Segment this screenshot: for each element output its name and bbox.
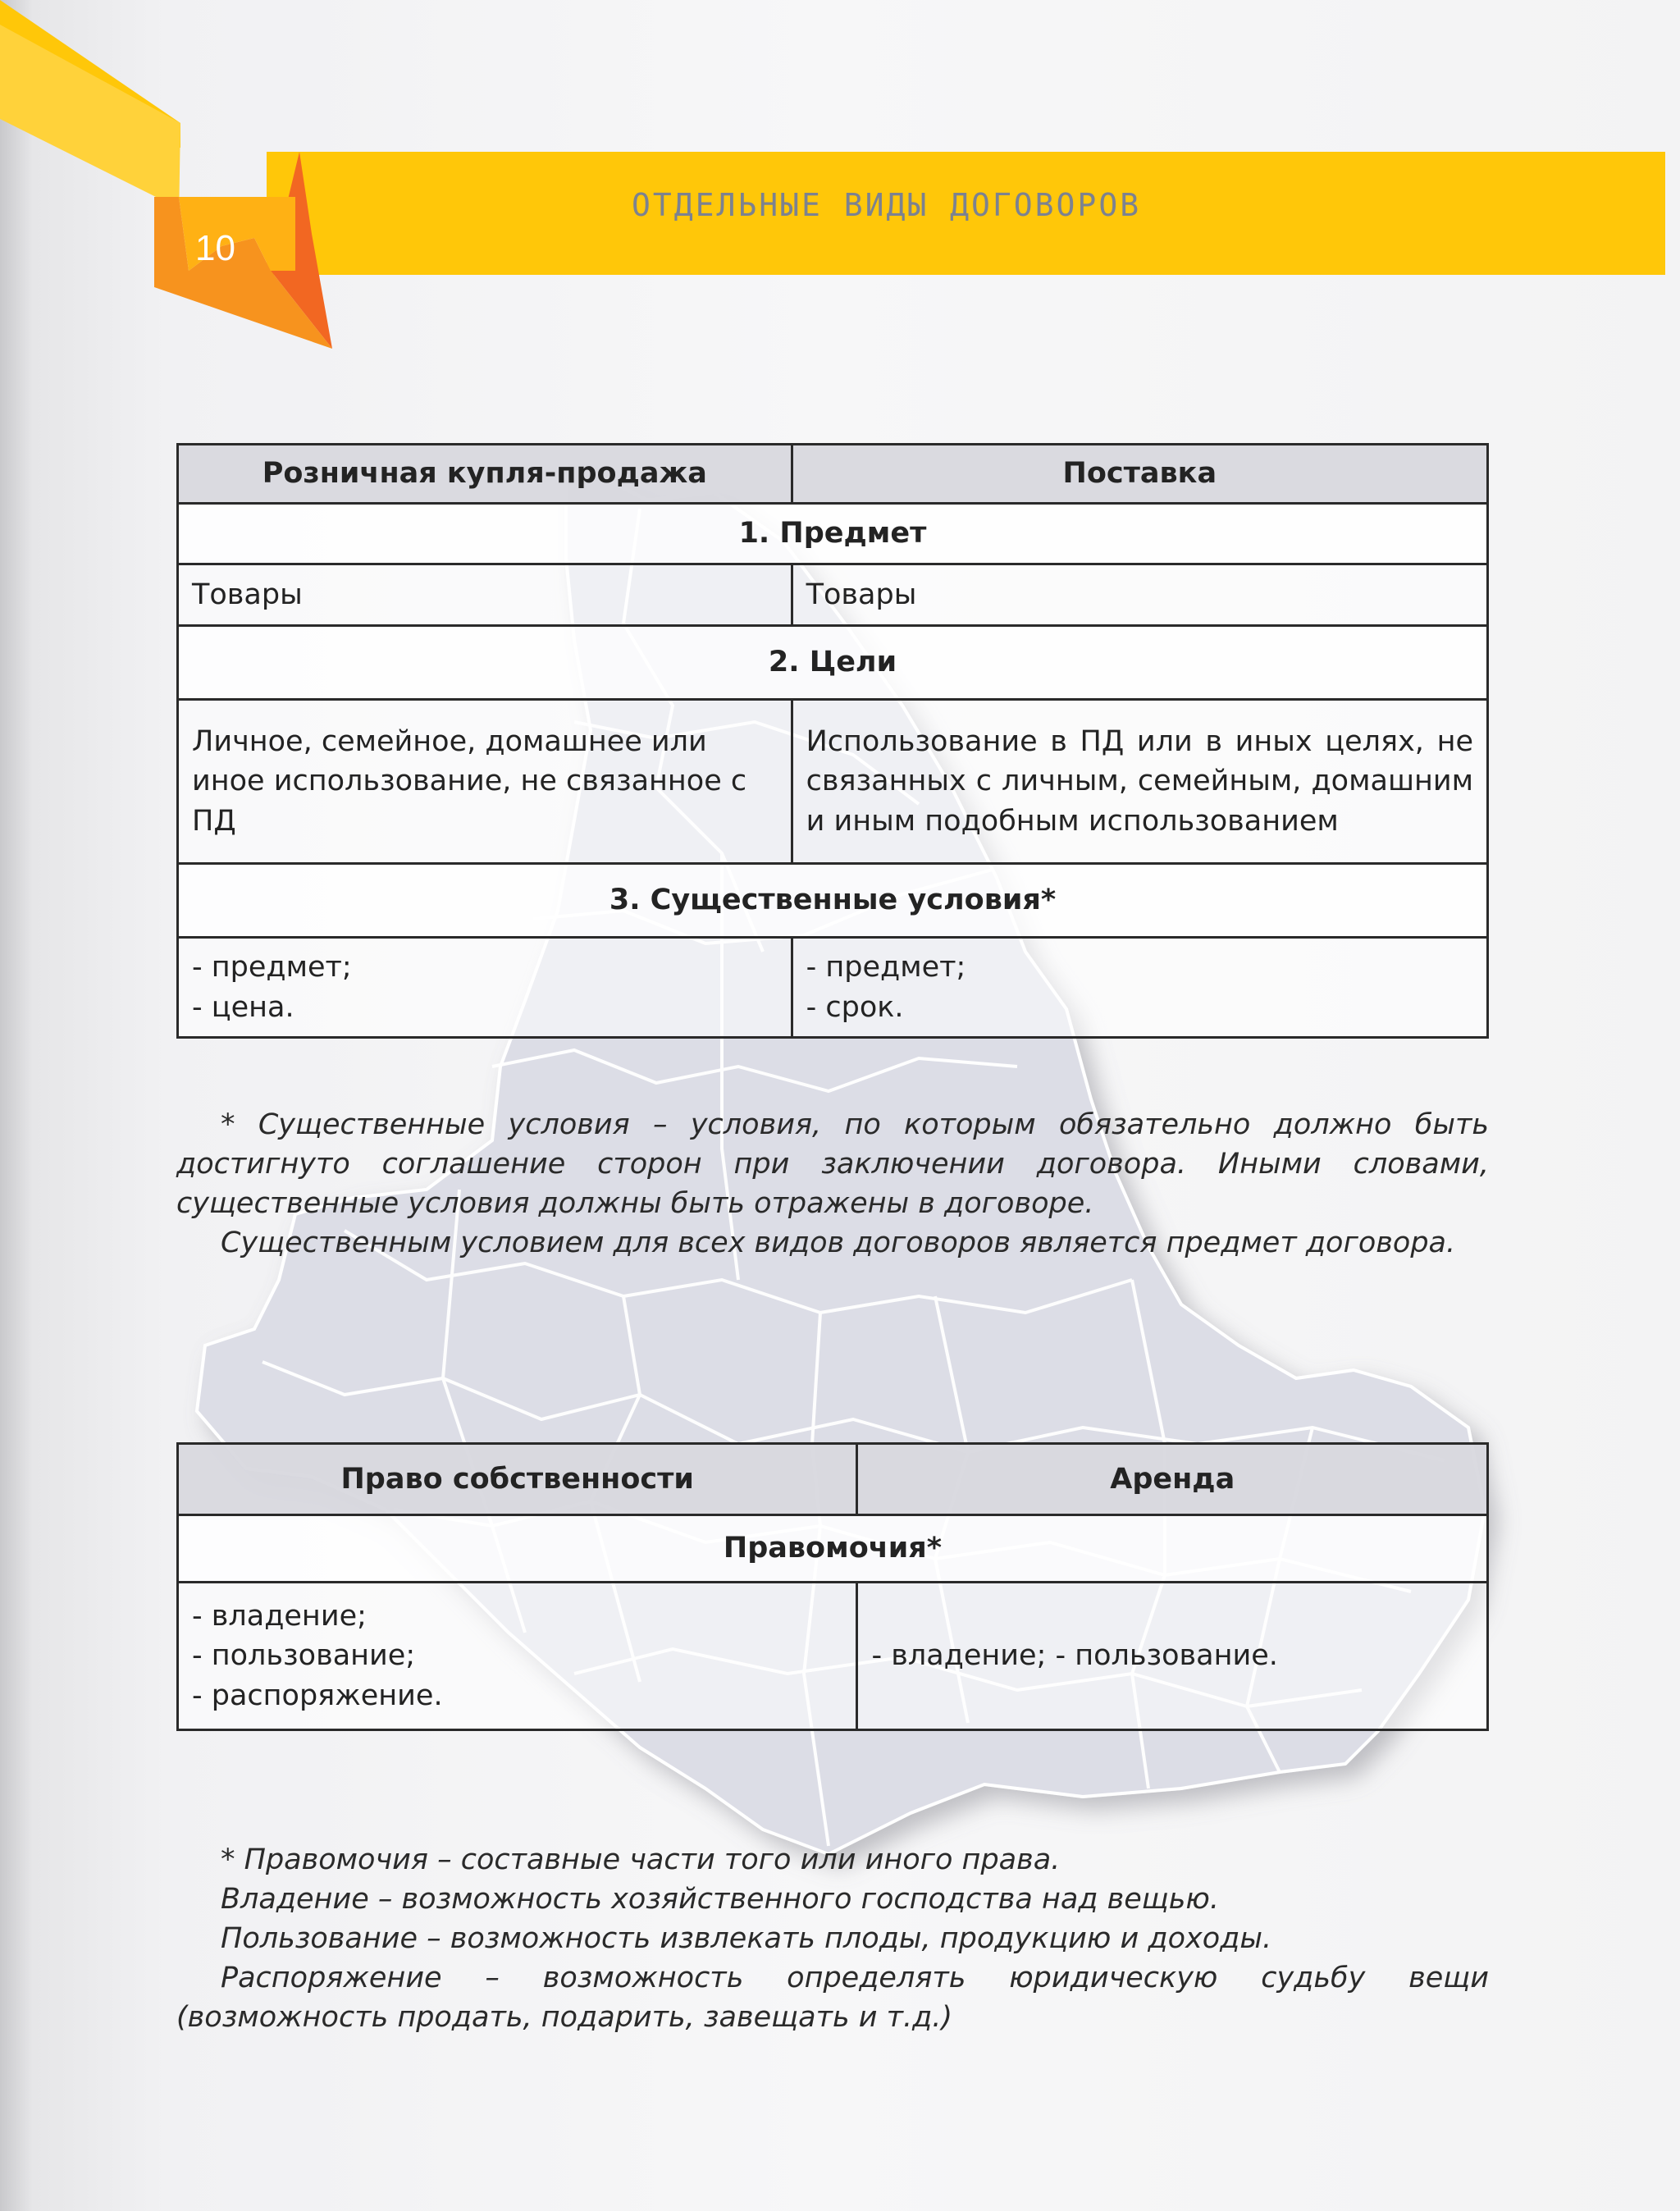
sale-vs-supply-table bbox=[176, 443, 1489, 1039]
section-title-goals: 2. Цели bbox=[178, 626, 1488, 700]
power-item: - распоряжение. bbox=[192, 1679, 443, 1712]
cell-lease-powers: - владение; - пользование. bbox=[857, 1583, 1488, 1730]
section-title-subject: 1. Предмет bbox=[178, 504, 1488, 564]
power-item: - владение; bbox=[192, 1600, 367, 1633]
header-ownership: Право собственности bbox=[178, 1444, 857, 1515]
section-row bbox=[178, 864, 1488, 938]
section-row bbox=[178, 626, 1488, 700]
footnote-paragraph: Распоряжение – возможность определять юридическую судьбу вещи (возможность продать, подарить, завещать и т.д.) bbox=[176, 1962, 1489, 2034]
cell-supply-goals: Использование в ПД или в иных целях, не связанных с личным, семейным, домашним и иным подобным использованием bbox=[792, 700, 1487, 864]
footnote-paragraph: Владение – возможность хозяйственного господства над вещью. bbox=[221, 1883, 1219, 1916]
table-row bbox=[178, 700, 1488, 864]
cell-supply-terms bbox=[792, 938, 1487, 1038]
table-header-row bbox=[178, 445, 1488, 504]
cell-ownership-powers bbox=[178, 1583, 857, 1730]
footnote-paragraph: * Существенные условия – условия, по которым обязательно должно быть достигнуто соглашение сторон при заключении договора. Иными словами, существенные условия должны быть отражены в договоре. bbox=[176, 1108, 1489, 1220]
cell-supply-subject: Товары bbox=[792, 564, 1487, 626]
table-row bbox=[178, 564, 1488, 626]
footnote-paragraph: Существенным условием для всех видов договоров является предмет договора. bbox=[221, 1227, 1456, 1259]
footnote-paragraph: Пользование – возможность извлекать плоды, продукцию и доходы. bbox=[221, 1922, 1272, 1955]
header-retail-sale: Розничная купля-продажа bbox=[178, 445, 792, 504]
section-title-essential-terms: 3. Существенные условия* bbox=[178, 864, 1488, 938]
cell-retail-terms bbox=[178, 938, 792, 1038]
footnote-essential-terms bbox=[176, 1105, 1489, 1263]
footnote-paragraph: * Правомочия – составные части того или иного права. bbox=[221, 1843, 1061, 1876]
table-row bbox=[178, 1583, 1488, 1730]
section-title-powers: Правомочия* bbox=[178, 1515, 1488, 1583]
term-item: - предмет; bbox=[806, 951, 966, 984]
running-title: ОТДЕЛЬНЫЕ ВИДЫ ДОГОВОРОВ bbox=[632, 187, 1142, 223]
ownership-vs-lease-table bbox=[176, 1442, 1489, 1731]
page-number: 10 bbox=[195, 228, 235, 268]
term-item: - цена. bbox=[192, 990, 294, 1024]
term-item: - предмет; bbox=[192, 951, 352, 984]
cell-retail-subject: Товары bbox=[178, 564, 792, 626]
table-header-row bbox=[178, 1444, 1488, 1515]
section-row bbox=[178, 504, 1488, 564]
section-row bbox=[178, 1515, 1488, 1583]
header-supply: Поставка bbox=[792, 445, 1487, 504]
table-row bbox=[178, 938, 1488, 1038]
header-ribbon bbox=[0, 0, 1680, 361]
cell-retail-goals: Личное, семейное, домашнее или иное использование, не связанное с ПД bbox=[178, 700, 792, 864]
footnote-powers bbox=[176, 1840, 1489, 2037]
power-item: - пользование; bbox=[192, 1639, 416, 1673]
term-item: - срок. bbox=[806, 990, 904, 1024]
header-lease: Аренда bbox=[857, 1444, 1488, 1515]
